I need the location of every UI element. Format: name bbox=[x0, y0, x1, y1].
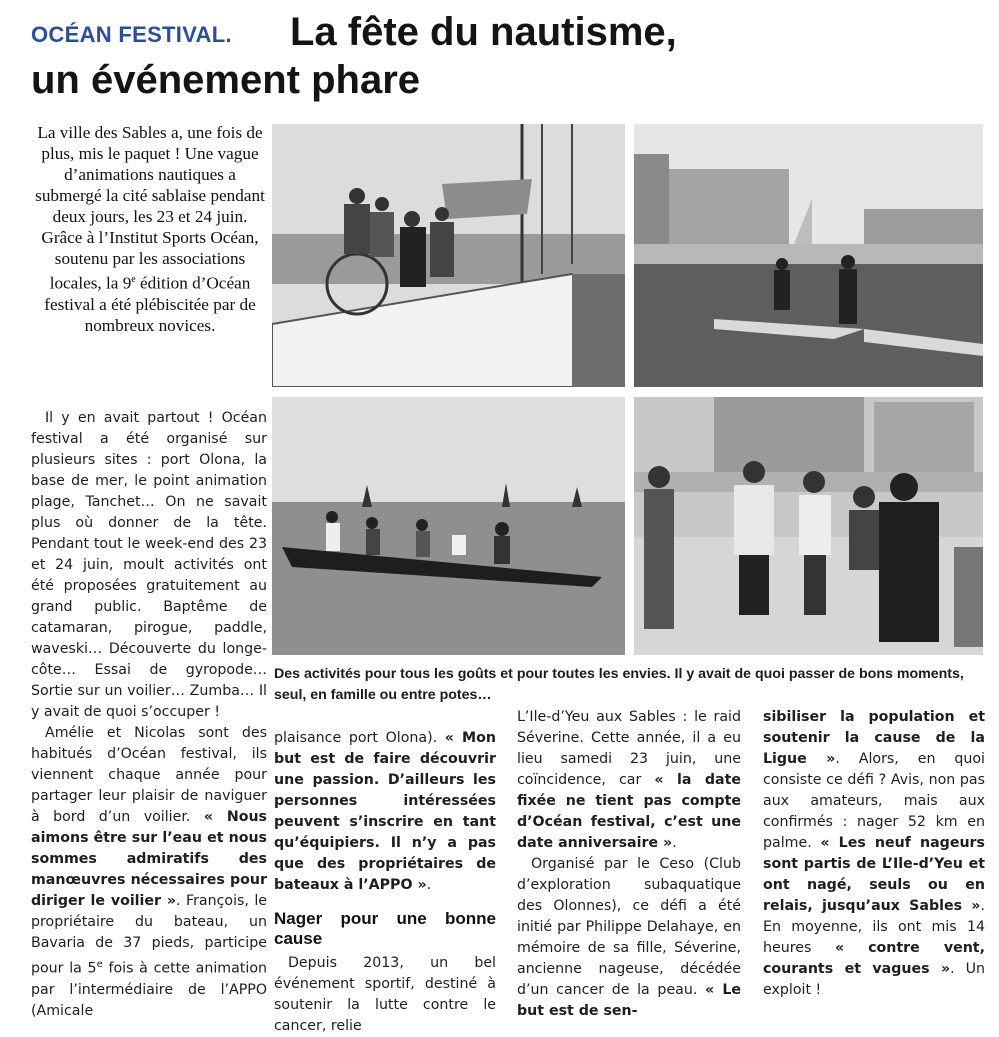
col3-paragraph-2: Organisé par le Ceso (Club d’exploration subaquatique des Olonnes), ce défi a été initié par Philippe Delahaye, en mémoire de sa fille, Séverine, ancienne nageuse, décédée d’un cancer de la peau. « Le but est de sen- bbox=[517, 856, 741, 1019]
headline-line2: un événement phare bbox=[31, 58, 421, 102]
subheading: Nager pour une bonne cause bbox=[274, 909, 496, 948]
photo-caption: Des activités pour tous les goûts et pour toutes les envies. Il y avait de quoi passer de bons moments, seul, en famille ou entre potes… bbox=[274, 666, 964, 703]
photo-group-lifejackets bbox=[634, 397, 983, 655]
col1-paragraph-1: Il y en avait partout ! Océan festival a été organisé sur plusieurs sites : port Olona, la base de mer, le point animation plage, Tanchet… On ne savait plus où donner de la tête. Pendant tout le week-end des 23 et 24 juin, moult activités ont été proposées gratuitement au grand public. Baptême de catamaran, pirogue, paddle, waveski… Découverte du longe-côte… Essai de gyropode… Sortie sur un voilier… Zumba… Il y avait de quoi s’occuper ! bbox=[31, 410, 267, 720]
col4-paragraph-1: sibiliser la population et soutenir la cause de la Ligue ». Alors, en quoi consiste ce défi ? Avis, non pas aux amateurs, mais aux confirmés : nager 52 km en palme. « Les neuf nageurs sont partis de L’Ile-d’Yeu et ont nagé, seuls ou en relais, jusqu’aux Sables ». En moyenne, ils ont mis 14 heures « contre vent, courants et vagues ». Un exploit ! bbox=[763, 709, 985, 998]
column-1 bbox=[31, 408, 267, 1022]
headline-line1: La fête du nautisme, bbox=[290, 10, 677, 54]
column-2 bbox=[274, 728, 496, 1037]
photo-paddle-beach bbox=[634, 124, 983, 387]
photo-sailboat bbox=[272, 124, 625, 387]
column-4 bbox=[763, 707, 985, 1001]
col2-paragraph-2: Depuis 2013, un bel événement sportif, destiné à soutenir la lutte contre le cancer, relie bbox=[274, 955, 496, 1034]
col3-paragraph-1: L’Ile-d’Yeu aux Sables : le raid Séverine. Cette année, il a eu lieu samedi 23 juin, une coïncidence, car « la date fixée ne tient pas compte d’Océan festival, c’est une date anniversaire ». bbox=[517, 709, 741, 851]
photo-outrigger-canoe bbox=[272, 397, 625, 655]
column-3 bbox=[517, 707, 741, 1022]
kicker: OCÉAN FESTIVAL. bbox=[31, 22, 232, 47]
lede-paragraph: La ville des Sables a, une fois de plus, mis le paquet ! Une vague d’animations nautiques a submergé la cité sablaise pendant deux jours, les 23 et 24 juin. Grâce à l’Institut Sports Océan, soutenu par les associations locales, la 9e édition d’Océan festival a été plébiscitée par de nombreux novices. bbox=[35, 123, 265, 335]
col2-paragraph-1: plaisance port Olona). « Mon but est de faire découvrir une passion. D’ailleurs les personnes intéressées peuvent s’inscrire en tant qu’équipiers. Il n’y a pas que des propriétaires de bateaux à l’APPO ». bbox=[274, 730, 496, 893]
col1-paragraph-2: Amélie et Nicolas sont des habitués d’Océan festival, ils viennent chaque année pour partager leur plaisir de naviguer à bord d’un voilier. « Nous aimons être sur l’eau et nous sommes admiratifs des manœuvres nécessaires pour diriger le voilier ». François, le propriétaire du bateau, un Bavaria de 37 pieds, participe pour la 5e fois à cette animation par l’intermédiaire de l’APPO (Amicale bbox=[31, 725, 268, 1019]
